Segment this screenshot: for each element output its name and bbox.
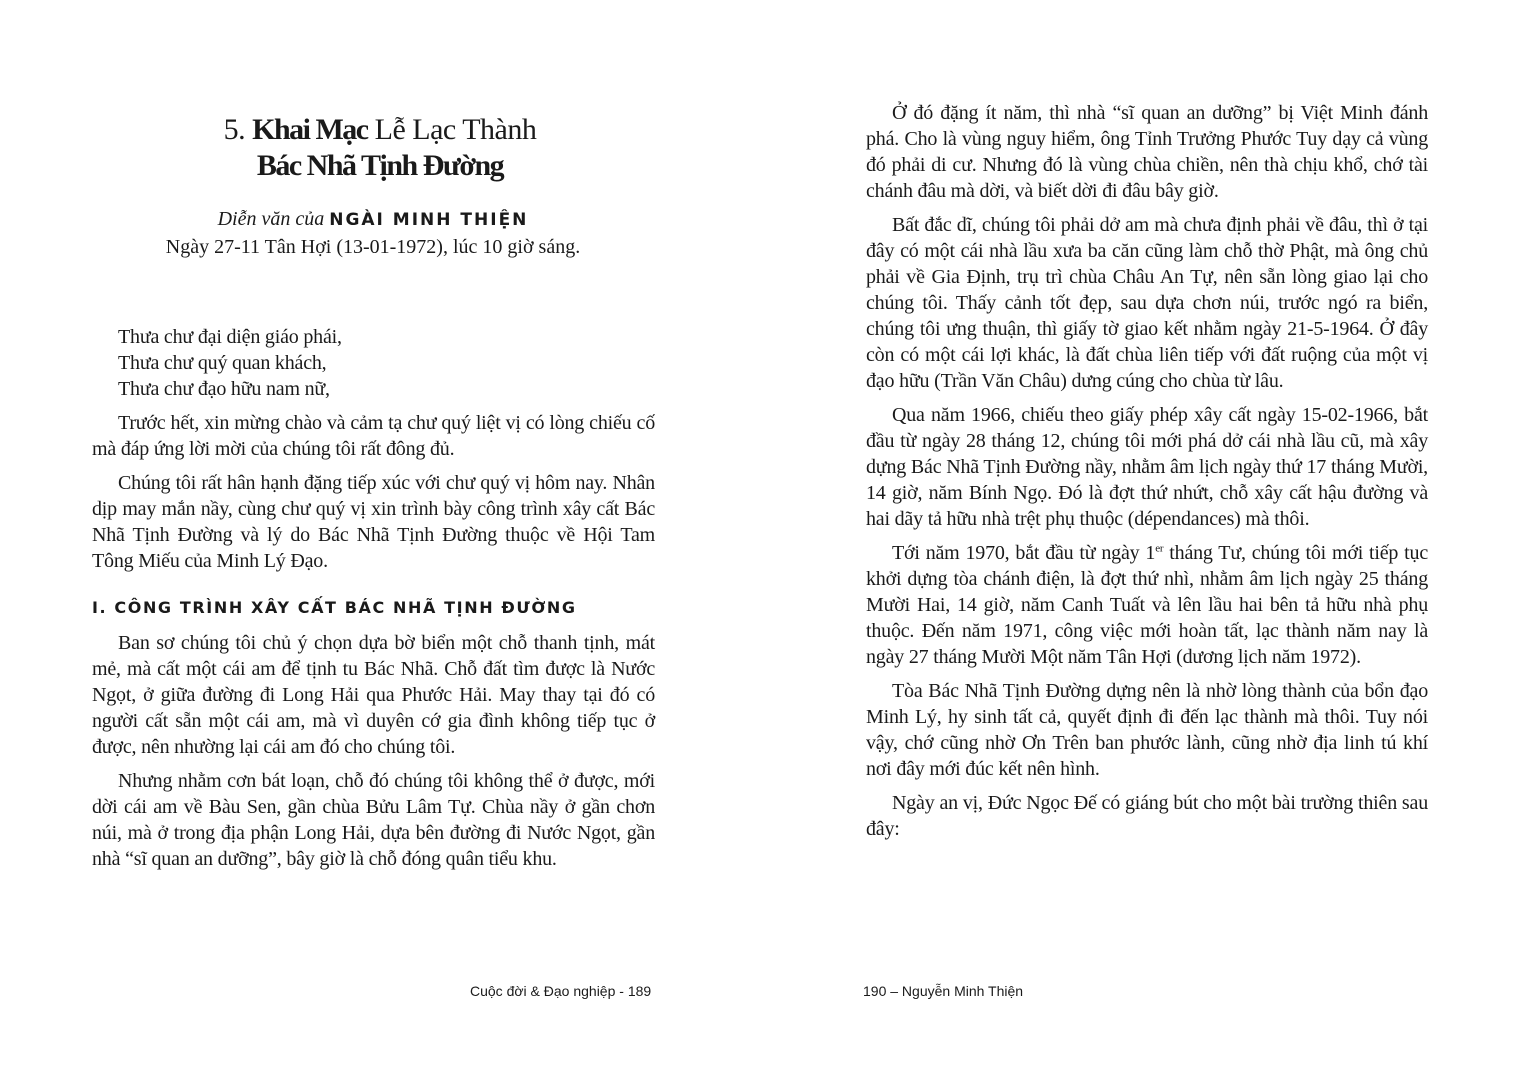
salutation-line: Thưa chư quý quan khách, [118, 352, 327, 374]
section-heading: I. CÔNG TRÌNH XÂY CẤT BÁC NHÃ TỊNH ĐƯỜNG [92, 598, 577, 617]
body-paragraph: Nhưng nhằm cơn bát loạn, chỗ đó chúng tôi không thể ở được, mới dời cái am về Bàu Sen, gần chùa Bửu Lâm Tự. Chùa nầy ở gần chơn núi, mà ở trong địa phận Long Hải, dựa bên đường đi Nước Ngọt, gần nhà “sĩ quan an dưỡng”, bây giờ là chỗ đóng quân tiểu khu. [92, 770, 655, 870]
body-paragraph: Ở đó đặng ít năm, thì nhà “sĩ quan an dưỡng” bị Việt Minh đánh phá. Cho là vùng nguy hiểm, ông Tỉnh Trưởng Phước Tuy dạy cả vùng đó phải di cư. Nhưng đó là vùng chùa chiền, nên thà chịu khổ, chớ tài chánh đâu mà dời, và biết dời đi đâu bây giờ. [866, 102, 1428, 202]
right-page-body [866, 100, 1428, 850]
salutation-block [92, 324, 655, 402]
page-footer-left: Cuộc đời & Đạo nghiệp - 189 [470, 983, 652, 999]
speech-byline [0, 206, 746, 261]
chapter-number: 5. [223, 113, 246, 146]
body-paragraph-1970 [866, 540, 1428, 670]
salutation-line: Thưa chư đại diện giáo phái, [118, 326, 342, 348]
body-paragraph: Chúng tôi rất hân hạnh đặng tiếp xúc với chư quý vị hôm nay. Nhân dịp may mắn nầy, cùng chư quý vị xin trình bày công trình xây cất Bác Nhã Tịnh Đường và lý do Bác Nhã Tịnh Đường thuộc về Hội Tam Tông Miếu của Minh Lý Đạo. [92, 472, 655, 572]
body-paragraph: Trước hết, xin mừng chào và cảm tạ chư quý liệt vị có lòng chiếu cố mà đáp ứng lời mời của chúng tôi rất đông đủ. [92, 412, 655, 460]
body-paragraph: Bất đắc dĩ, chúng tôi phải dở am mà chưa định phải về đâu, thì ở tại đây có một cái nhà lầu xưa ba căn cũng làm chỗ thờ Phật, mà ông chủ phải về Gia Định, trụ trì chùa Châu An Tự, nên sẵn lòng giao lại cho chúng tôi. Thấy cảnh tốt đẹp, sau dựa chơn núi, trước ngó ra biển, chúng tôi ưng thuận, thì giấy tờ giao kết nhằm ngày 21-5-1964. Ở đây còn có một cái lợi khác, là đất chùa liên tiếp với đất ruộng của một vị đạo hữu (Trần Văn Châu) dưng cúng cho chùa từ lâu. [866, 214, 1428, 392]
byline-speaker: NGÀI MINH THIỆN [329, 210, 529, 230]
title-bold-part: Khai Mạc [252, 113, 368, 146]
text-after-sup: tháng Tư, chúng tôi mới tiếp tục khởi dựng tòa chánh điện, là đợt thứ nhì, nhằm âm lịch ngày 25 tháng Mười Hai, 14 giờ, năm Canh Tuất và lên lầu hai bên tả hữu nhà phụ thuộc. Đến năm 1971, công việc mới hoàn tất, lạc thành năm nay là ngày 27 tháng Mười Một năm Tân Hợi (dương lịch năm 1972). [866, 542, 1428, 668]
chapter-title [0, 112, 760, 184]
superscript: er [1155, 542, 1164, 555]
left-page [0, 0, 760, 1075]
title-line2: Bác Nhã Tịnh Đường [256, 149, 504, 182]
body-paragraph: Qua năm 1966, chiếu theo giấy phép xây cất ngày 15-02-1966, bắt đầu từ ngày 28 tháng 12, chúng tôi mới phá dở cái nhà lầu cũ, mà xây dựng Bác Nhã Tịnh Đường nầy, nhằm âm lịch ngày thứ 17 tháng Mười, 14 giờ, năm Bính Ngọ. Đó là đợt thứ nhứt, chỗ xây cất hậu đường và hai dãy tả hữu nhà trệt phụ thuộc (dépendances) mà thôi. [866, 404, 1428, 530]
title-line1-rest: Lễ Lạc Thành [374, 113, 537, 146]
byline-date: Ngày 27-11 Tân Hợi (13-01-1972), lúc 10 giờ sáng. [165, 236, 581, 258]
body-paragraph: Ngày an vị, Đức Ngọc Đế có giáng bút cho một bài trường thiên sau đây: [866, 792, 1428, 840]
page-footer-right: 190 – Nguyễn Minh Thiện [863, 983, 1024, 999]
right-page [760, 0, 1521, 1075]
body-paragraph: Ban sơ chúng tôi chủ ý chọn dựa bờ biển một chỗ thanh tịnh, mát mẻ, mà cất một cái am để tịnh tu Bác Nhã. Chỗ đất tìm được là Nước Ngọt, ở giữa đường đi Long Hải qua Phước Hải. May thay tại đó có người cất sẵn một cái am, mà vì duyên cớ gia đình không tiếp tục ở được, nên nhường lại cái am đó cho chúng tôi. [92, 632, 655, 758]
body-paragraph: Tòa Bác Nhã Tịnh Đường dựng nên là nhờ lòng thành của bổn đạo Minh Lý, hy sinh tất cả, quyết định đi đến lạc thành mà thôi. Tuy nói vậy, chớ cũng nhờ Ơn Trên ban phước lành, cũng nhờ địa linh tú khí nơi đây mới đúc kết nên hình. [866, 680, 1428, 780]
left-page-body [92, 324, 655, 880]
salutation-line: Thưa chư đạo hữu nam nữ, [118, 378, 330, 400]
byline-prefix: Diễn văn của [217, 208, 325, 230]
text-before-sup: Tới năm 1970, bắt đầu từ ngày 1 [892, 542, 1156, 564]
